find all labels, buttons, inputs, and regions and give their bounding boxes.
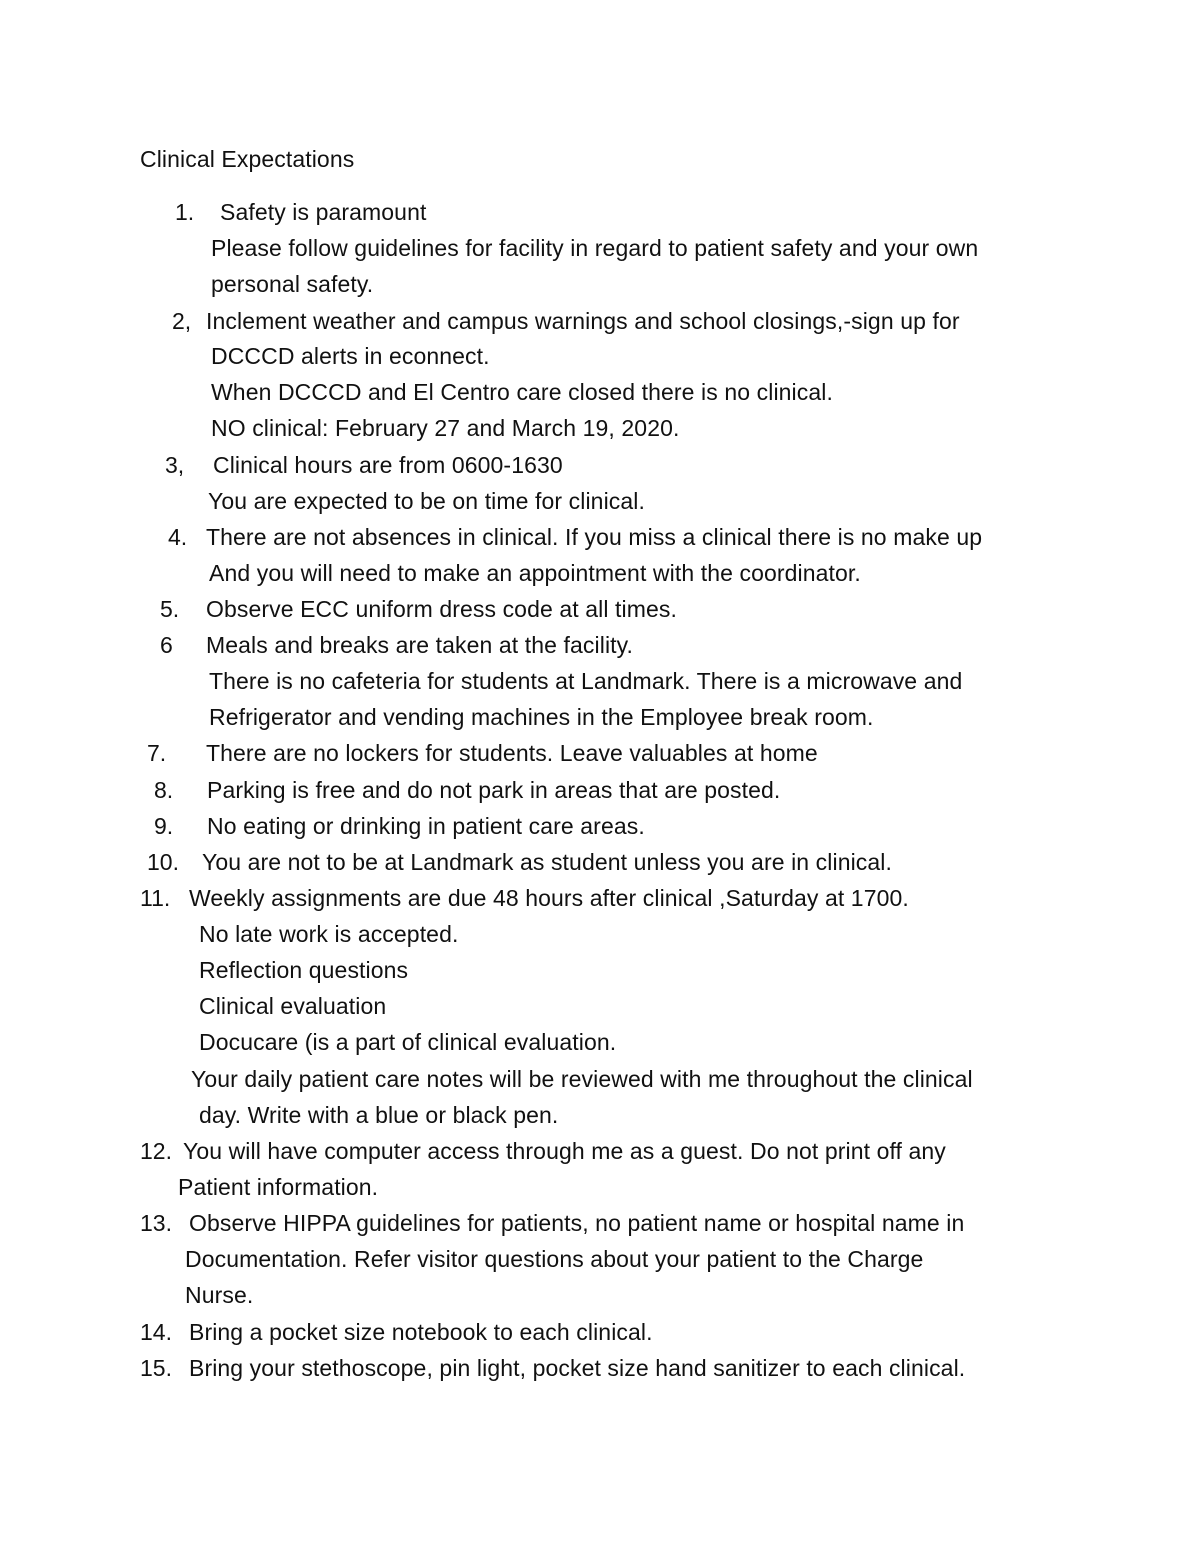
item-text-line: Please follow guidelines for facility in regard to patient safety and your own bbox=[211, 235, 979, 261]
item-text-line: When DCCCD and El Centro care closed there is no clinical. bbox=[211, 379, 833, 405]
item-text-line: And you will need to make an appointment with the coordinator. bbox=[209, 560, 861, 586]
item-number: 10. bbox=[147, 849, 179, 875]
item-number: 3, bbox=[165, 452, 185, 478]
item-text-line: There is no cafeteria for students at Landmark. There is a microwave and bbox=[209, 668, 963, 694]
item-number: 2, bbox=[172, 308, 192, 334]
item-text-line: No late work is accepted. bbox=[199, 921, 459, 947]
item-number: 15. bbox=[140, 1355, 172, 1381]
item-text-line: Clinical evaluation bbox=[199, 993, 387, 1019]
item-text-line: Clinical hours are from 0600-1630 bbox=[213, 452, 563, 478]
item-text-line: You are not to be at Landmark as student unless you are in clinical. bbox=[202, 849, 892, 875]
item-number: 8. bbox=[154, 777, 174, 803]
item-number: 13. bbox=[140, 1210, 172, 1236]
item-number: 4. bbox=[168, 524, 188, 550]
item-text-line: Weekly assignments are due 48 hours after clinical ,Saturday at 1700. bbox=[189, 885, 909, 911]
item-text-line: personal safety. bbox=[211, 271, 374, 297]
item-text-line: Your daily patient care notes will be reviewed with me throughout the clinical bbox=[191, 1066, 973, 1092]
item-text-line: There are not absences in clinical. If you miss a clinical there is no make up bbox=[206, 524, 983, 550]
item-text-line: Documentation. Refer visitor questions about your patient to the Charge bbox=[185, 1246, 924, 1272]
item-text-line: Observe HIPPA guidelines for patients, no patient name or hospital name in bbox=[189, 1210, 965, 1236]
item-text-line: You are expected to be on time for clinical. bbox=[208, 488, 645, 514]
item-number: 9. bbox=[154, 813, 174, 839]
item-number: 5. bbox=[160, 596, 180, 622]
item-text-line: You will have computer access through me as a guest. Do not print off any bbox=[183, 1138, 946, 1164]
item-text-line: There are no lockers for students. Leave valuables at home bbox=[206, 740, 818, 766]
item-text-line: Patient information. bbox=[178, 1174, 379, 1200]
item-text-line: Observe ECC uniform dress code at all times. bbox=[206, 596, 677, 622]
item-text-line: Refrigerator and vending machines in the Employee break room. bbox=[209, 704, 874, 730]
item-number: 7. bbox=[147, 740, 167, 766]
item-text-line: Safety is paramount bbox=[220, 199, 427, 225]
item-text-line: Parking is free and do not park in areas that are posted. bbox=[207, 777, 781, 803]
item-text-line: Docucare (is a part of clinical evaluation. bbox=[199, 1029, 617, 1055]
item-number: 12. bbox=[140, 1138, 172, 1164]
item-text-line: Inclement weather and campus warnings and school closings,-sign up for bbox=[206, 308, 960, 334]
item-text-line: Bring a pocket size notebook to each clinical. bbox=[189, 1319, 653, 1345]
item-number: 11. bbox=[140, 885, 171, 911]
item-text-line: NO clinical: February 27 and March 19, 2020. bbox=[211, 415, 680, 441]
item-text-line: Nurse. bbox=[185, 1282, 254, 1308]
item-text-line: Meals and breaks are taken at the facility. bbox=[206, 632, 634, 658]
item-number: 1. bbox=[175, 199, 195, 225]
item-text-line: No eating or drinking in patient care areas. bbox=[207, 813, 645, 839]
item-text-line: Bring your stethoscope, pin light, pocket size hand sanitizer to each clinical. bbox=[189, 1355, 966, 1381]
item-text-line: DCCCD alerts in econnect. bbox=[211, 343, 490, 369]
item-text-line: day. Write with a blue or black pen. bbox=[199, 1102, 559, 1128]
page-title: Clinical Expectations bbox=[140, 146, 355, 172]
item-number: 6 bbox=[160, 632, 173, 658]
item-text-line: Reflection questions bbox=[199, 957, 409, 983]
item-number: 14. bbox=[140, 1319, 172, 1345]
